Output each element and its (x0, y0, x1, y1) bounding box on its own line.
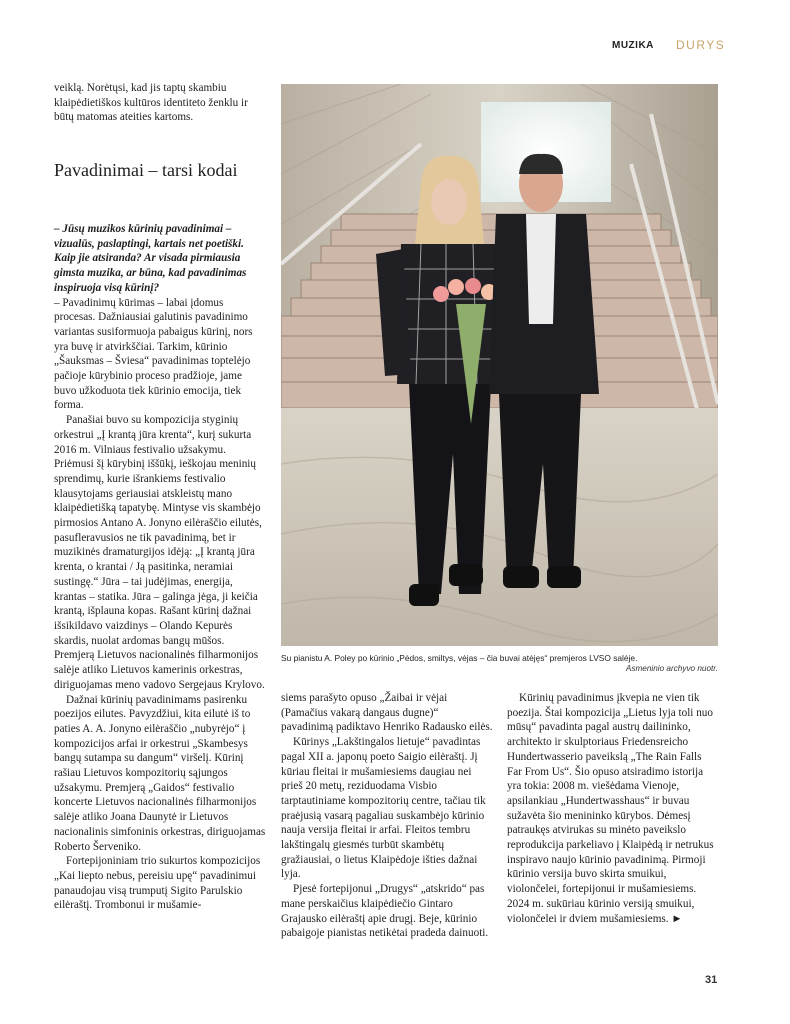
section-label: MUZIKA (612, 40, 654, 51)
page-number: 31 (705, 974, 718, 986)
end-mark: ► (671, 912, 683, 925)
interview-question: – Jūsų muzikos kūrinių pavadinimai – vizualūs, paslaptingi, kartais net poetiški. Kaip jie atsiranda? Ar visada pirmiausia gimsta muzika, ar būna, kad pavadinimas inspiruoja visą kūrinį? (54, 223, 247, 294)
paragraph: Dažnai kūrinių pavadinimams pasirenku poezijos eilutes. Pavyzdžiui, kita eilutė iš to paties A. A. Jonyno eilėraščio „nubyrėjo“ į kompozicijos arfai ir orkestrui „Skambesys bangų sutampa su dangum“ viršelį. Kūrinį rašiau Lietuvos kompozitorių sąjungos užsakymu. Premjerą „Gaidos“ festivalio koncerte Lietuvos nacionalinės filharmonijos salėje atliko Joana Daunytė ir Lietuvos nacionalinis simfoninis orkestras, diriguojamas Roberto Šervenikо. (54, 693, 266, 853)
paragraph: Fortepijoniniam trio sukurtos kompozicijos „Kai liepto nebus, pereisiu upę“ pavadinimui panaudojau visą trumputį Sigito Parulskio eilėraštį. Trombonui ir mušamie- (54, 855, 261, 912)
column-1-body (54, 222, 266, 913)
paragraph: Panašiai buvo su kompozicija styginių orkestrui „Į krantą jūra krenta“, kurį sukurta 2016 m. Vilniaus festivalio užsakymu. Priėmusi šį kūrybinį iššūkį, ieškojau meninių sprendimų, kurie išrankiems festivalio klausytojams geriausiai atskleistų mano klaipėdietišką tapatybę. Mintyse vis skambėjo pirmosios Antano A. Jonyno eilėraščio eilutės, pasufleravusios ne tik pavadinimą, bet ir muzikinės dramaturgijos idėją: „Į krantą jūra krenta, o krantai / Ją pasitinka, neramiai sustingę.“ Jūra – tai judėjimas, energija, krantas – statika. Jūra – galinga jėga, ji keičia krantą, išplauna kopas. Rašant kūrinį dažnai išsikildavo vaizdinys – Olando Kepurės skardis, nuolat ardomas bangų mūšos. Premjerą Lietuvos nacionalinės filharmonijos salėje atliko Lietuvos kamerinis orkestras, diriguojamas meno vadovo Sergejaus Krylovo. (54, 414, 265, 691)
photo-illustration (281, 84, 718, 646)
paragraph: Kūrinys „Lakštingalos lietuje“ pavadintas pagal XII a. japonų poeto Saigio eilėraštį. Jį kūriau fleitai ir mušamiesiems daugiau nei prieš 20 metų, reziduodama Visbio tarptautiniame kompozitorių centre, tačiau tik praėjusią vasarą pagaliau suskambėjo kūrinio nauja versija fleitai ir arfai. Fleitos tembru lakštingalų giesmės turbūt skambėtų gražiausiai, o lietus Klaipėdoje išties dažnai lyja. (281, 736, 486, 881)
photo-caption: Su pianistu A. Poley po kūrinio „Pėdos, smiltys, vėjas – čia buvai atėjęs“ premjeros LVSO salėje. (281, 653, 638, 663)
column-2 (281, 691, 493, 941)
paragraph: siems parašyto opuso „Žaibai ir vėjai (Pamačius vakarą dangaus dugne)“ pavadinimą padiktavo Henriko Radausko eilės. (281, 692, 493, 734)
paragraph: Pjesė fortepijonui „Drugys“ „atskrido“ pas mane perskaičius klaipėdiečio Gintaro Grajausko eilėraštį apie drugį. Beje, kūrinio pabaigoje pianistas netikėtai pradeda dainuoti. (281, 883, 489, 940)
photo-composer-and-pianist (281, 84, 718, 646)
photo-credit: Asmeninio archyvo nuotr. (625, 664, 718, 673)
paragraph-text: Kūrinių pavadinimus įkvepia ne vien tik poezija. Štai kompozicija „Lietus lyja toli nuo mūsų“ pavadinta pagal austrų dailininko, architekto ir skulptoriaus Friedensreicho Hundertwasserio paveikslą „The Rain Falls Far From Us“. Šio opuso atsiradimo istorija yra tokia: 2008 m. viešėdama Vienoje, apsilankiau „Hundertwasshaus“ ir buvau sužavėta šio menininko kūrybos. Dėmesį patraukęs atvirukas su minėto paveikslo reprodukcija parkeliavo į Klaipėdą ir netrukus inspiravo naujo kūrinio pavadinimą. Pirmoji kūrinio versija buvo skirta smuikui, violončelei, fortepijonui ir mušamiesiems. 2024 m. sukūriau kūrinio versiją smuikui, violončelei ir dviem mušamiesiems. (507, 692, 714, 925)
paragraph: – Pavadinimų kūrimas – labai įdomus procesas. Dažniausiai galutinis pavadinimo variantas susiformuoja pabaigus kūrinį, nors yra buvę ir atvirkščiai. Tarkim, kūrinio „Šauksmas – Šviesa“ pavadinimas toptelėjo pačioje kūrybinio proceso pradžioje, jame buvo užkoduota tiek kūrinio emocija, tiek forma. (54, 296, 253, 412)
section-heading: Pavadinimai – tarsi kodai (54, 160, 238, 180)
intro-paragraph: veiklą. Norėtųsi, kad jis taptų skambiu klaipėdietiškos kultūros identiteto ženklu ir būtų matomas ateities kartoms. (54, 82, 248, 124)
column-1-intro (54, 81, 266, 125)
column-3 (507, 691, 719, 926)
paragraph (507, 691, 719, 926)
magazine-name: DURYS (676, 38, 726, 52)
